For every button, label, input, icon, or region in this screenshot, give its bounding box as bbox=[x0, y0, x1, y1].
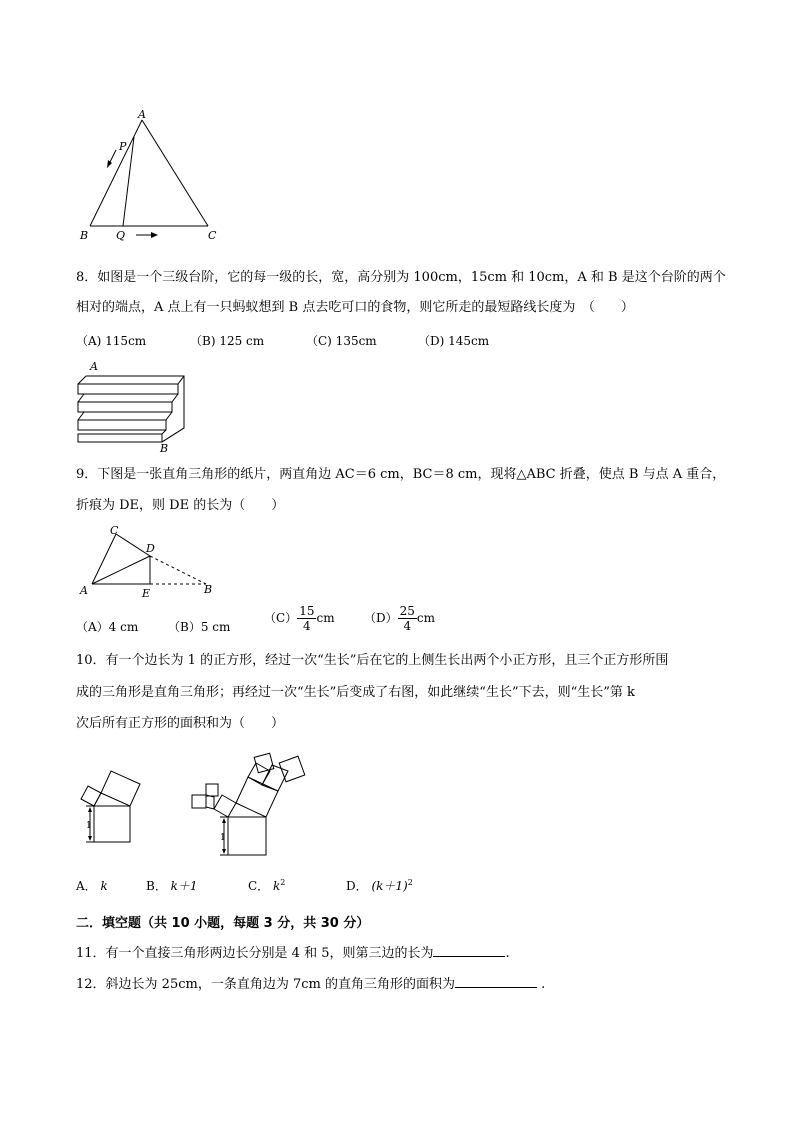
label-q: Q bbox=[116, 229, 126, 242]
triangle-apq-figure bbox=[76, 106, 226, 246]
q8-option-c: （C) 135cm bbox=[306, 334, 377, 348]
q9-option-c-fraction bbox=[297, 604, 316, 633]
q9-option-b: （B）5 cm bbox=[168, 620, 231, 634]
q10-option-b-value: k＋1 bbox=[170, 879, 198, 893]
q11-answer-blank[interactable] bbox=[433, 944, 505, 957]
section-heading-fill-in: 二．填空题（共 10 小题，每题 3 分，共 30 分） bbox=[76, 916, 370, 931]
label-b: B bbox=[80, 229, 89, 242]
q9-option-d bbox=[364, 604, 435, 633]
q10-option-c bbox=[248, 877, 285, 894]
label-a: A bbox=[138, 108, 146, 121]
label-c: C bbox=[208, 229, 217, 242]
fold-label-c: C bbox=[110, 524, 119, 537]
q8-line2: 相对的端点，A 点上有一只蚂蚁想到 B 点去吃可口的食物，则它所走的最短路线长度为 （ ） bbox=[76, 300, 634, 315]
fold-label-d: D bbox=[146, 542, 155, 555]
q10-option-a-value: k bbox=[100, 879, 108, 893]
q9-option-d-numerator: 25 bbox=[399, 604, 415, 618]
square-growth-figure-1 bbox=[70, 760, 160, 852]
q9-option-d-denominator: 4 bbox=[403, 619, 412, 633]
fold-label-b: B bbox=[204, 583, 213, 596]
q8-option-d: （D) 145cm bbox=[418, 334, 490, 348]
q12-text: 12．斜边长为 25cm，一条直角边为 7cm 的直角三角形的面积为 bbox=[76, 977, 455, 992]
fold-triangle-figure bbox=[76, 524, 226, 600]
q9-option-c-denominator: 4 bbox=[303, 619, 311, 633]
q9-option-d-unit: cm bbox=[416, 611, 436, 625]
q9-option-c-unit: cm bbox=[316, 611, 335, 625]
q10-option-d-prefix: D． bbox=[346, 879, 368, 893]
q12-period: . bbox=[536, 977, 546, 992]
q10-option-d-exponent: 2 bbox=[407, 878, 413, 887]
q10-line2: 成的三角形是直角三角形；再经过一次“生长”后变成了右图，如此继续“生长”下去，则“生长”第 k bbox=[76, 685, 635, 700]
fold-label-e: E bbox=[142, 587, 151, 600]
q9-option-c bbox=[264, 604, 335, 633]
q10-option-c-prefix: C． bbox=[248, 879, 270, 893]
q9-line2: 折痕为 DE，则 DE 的长为（ ） bbox=[76, 498, 285, 513]
q12-line bbox=[76, 975, 545, 994]
staircase-figure bbox=[72, 358, 197, 458]
label-p: P bbox=[119, 140, 127, 153]
q10-option-b bbox=[146, 877, 198, 894]
q8-option-b: （B) 125 cm bbox=[190, 334, 265, 348]
square-growth-figure-2 bbox=[186, 745, 316, 857]
stair-label-b: B bbox=[160, 442, 169, 455]
q9-option-d-prefix: （D） bbox=[364, 611, 398, 625]
q8-option-a: （A) 115cm bbox=[76, 334, 147, 348]
q10-option-c-exponent: 2 bbox=[280, 878, 286, 887]
q9-option-c-prefix: （C） bbox=[264, 611, 298, 625]
fold-label-a: A bbox=[80, 584, 88, 597]
q10-line1: 10．有一个边长为 1 的正方形，经过一次“生长”后在它的上侧生长出两个小正方形，且三个正方形所围 bbox=[76, 653, 669, 668]
q9-option-d-fraction bbox=[398, 604, 417, 633]
q11-period: . bbox=[505, 946, 510, 961]
q11-line bbox=[76, 944, 510, 963]
q12-answer-blank[interactable] bbox=[455, 975, 537, 988]
stair-label-a: A bbox=[90, 360, 98, 373]
q10-option-a bbox=[76, 877, 108, 894]
q10-option-c-value: k bbox=[273, 879, 281, 893]
q10-option-d-value: (k＋1) bbox=[371, 879, 408, 893]
q10-line3: 次后所有正方形的面积和为（ ） bbox=[76, 716, 285, 731]
q10-option-d bbox=[346, 877, 413, 894]
q9-line1: 9．下图是一张直角三角形的纸片，两直角边 AC＝6 cm，BC＝8 cm，现将△ABC 折叠，使点 B 与点 A 重合， bbox=[76, 467, 726, 482]
q10-option-b-prefix: B． bbox=[146, 879, 167, 893]
q10-option-a-prefix: A． bbox=[76, 879, 97, 893]
q11-text: 11．有一个直接三角形两边长分别是 4 和 5，则第三边的长为 bbox=[76, 946, 434, 961]
growth2-side-label: 1 bbox=[220, 833, 226, 843]
q8-line1: 8．如图是一个三级台阶，它的每一级的长，宽，高分别为 100cm，15cm 和 10cm，A 和 B 是这个台阶的两个 bbox=[76, 270, 726, 285]
q9-option-a: （A）4 cm bbox=[76, 620, 139, 634]
q9-option-c-numerator: 15 bbox=[299, 604, 315, 618]
growth1-side-label: 1 bbox=[86, 821, 92, 831]
